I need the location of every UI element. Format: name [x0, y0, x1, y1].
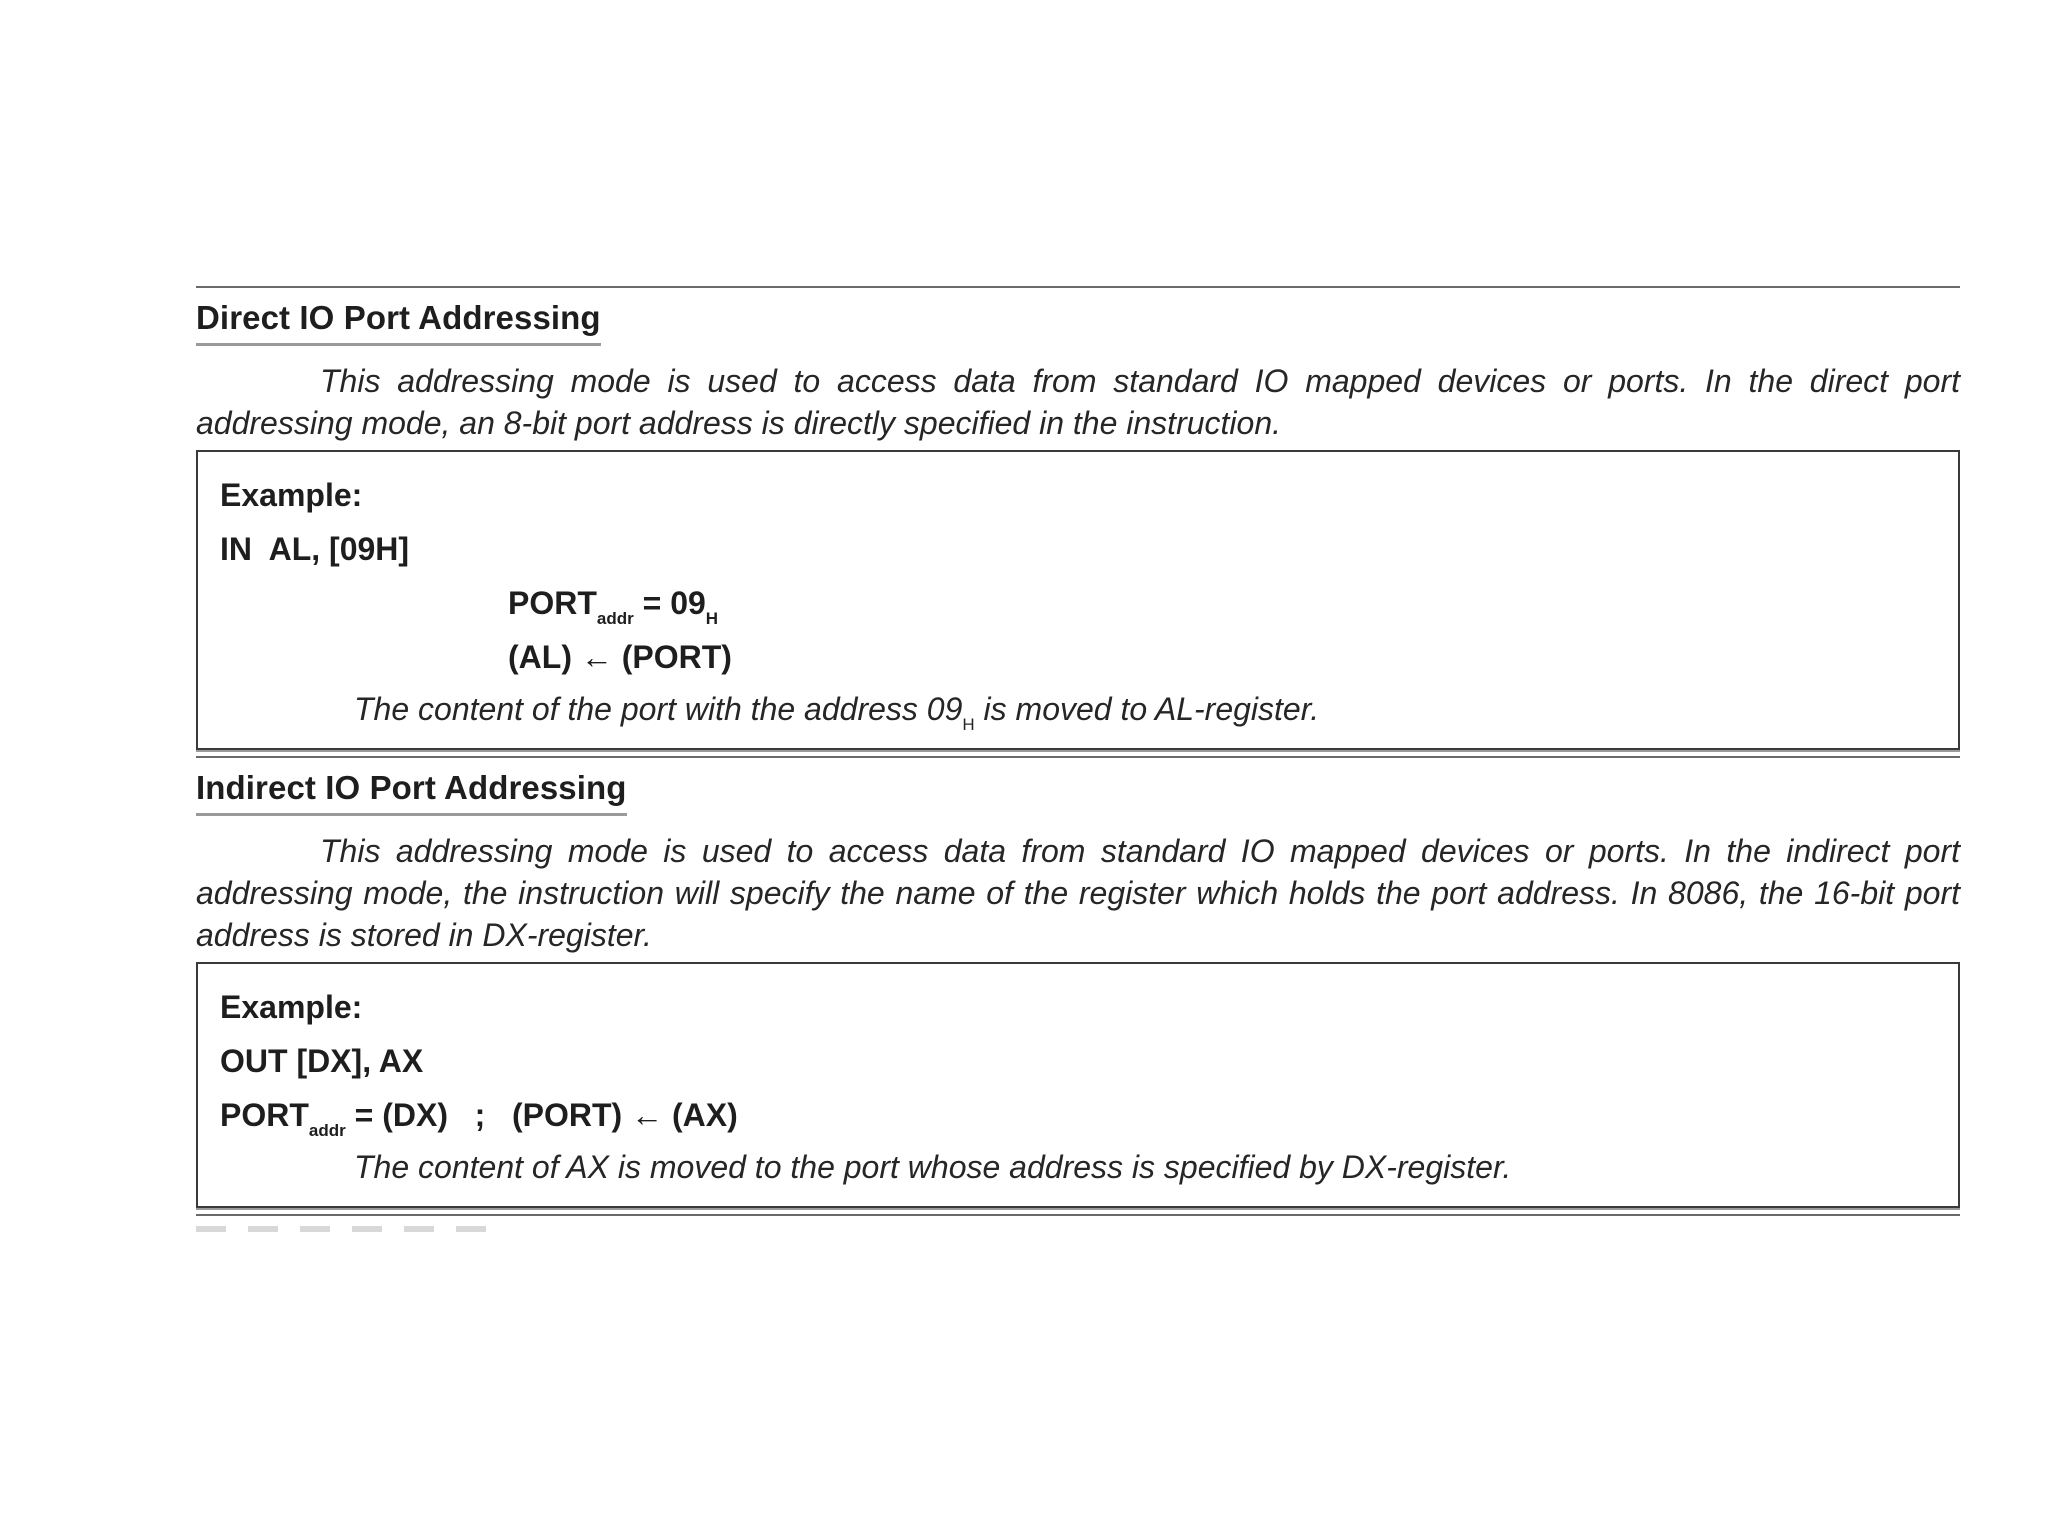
example-instruction: OUT [DX], AX [220, 1043, 424, 1079]
desc-text-after: is moved to AL-register. [974, 691, 1320, 727]
desc-hex-subscript: H [962, 715, 975, 734]
top-rule [196, 286, 1960, 288]
desc-text-before: The content of the port with the address 09 [354, 691, 963, 727]
cut-off-next-heading [196, 1226, 496, 1232]
example-port-transfer-line [220, 1088, 1936, 1142]
section-paragraph: This addressing mode is used to access data from standard IO mapped devices or ports. In the direct port addressing mode, an 8-bit port address is directly specified in the instruction. [196, 363, 1960, 441]
example-box [196, 962, 1960, 1208]
section-direct-io [196, 296, 1960, 750]
example-description: The content of AX is moved to the port whose address is specified by DX-register. [354, 1149, 1512, 1185]
section-heading: Indirect IO Port Addressing [196, 766, 627, 816]
section-indirect-io [196, 766, 1960, 1208]
section-heading: Direct IO Port Addressing [196, 296, 601, 346]
section-separator [196, 1214, 1960, 1216]
example-label: Example: [220, 989, 363, 1025]
hex-subscript: H [705, 609, 719, 628]
port-label: PORT [508, 585, 597, 621]
port-value: = 09 [633, 585, 706, 621]
addr-subscript: addr [596, 609, 634, 628]
addr-subscript: addr [308, 1121, 346, 1140]
port-expression: = (DX) ; (PORT) ← (AX) [345, 1097, 738, 1133]
example-transfer-line: (AL) ← (PORT) [508, 639, 732, 675]
example-instruction: IN AL, [09H] [220, 531, 410, 567]
section-paragraph: This addressing mode is used to access data from standard IO mapped devices or ports. In the indirect port addressing mode, the instruction will specify the name of the register which holds the port address. In 8086, the 16-bit port address is stored in DX-register. [196, 833, 1960, 953]
example-description [220, 684, 1936, 734]
example-label: Example: [220, 477, 363, 513]
port-label: PORT [220, 1097, 309, 1133]
example-port-address-line [220, 576, 1936, 630]
example-box [196, 450, 1960, 750]
document-page [196, 286, 1960, 1232]
